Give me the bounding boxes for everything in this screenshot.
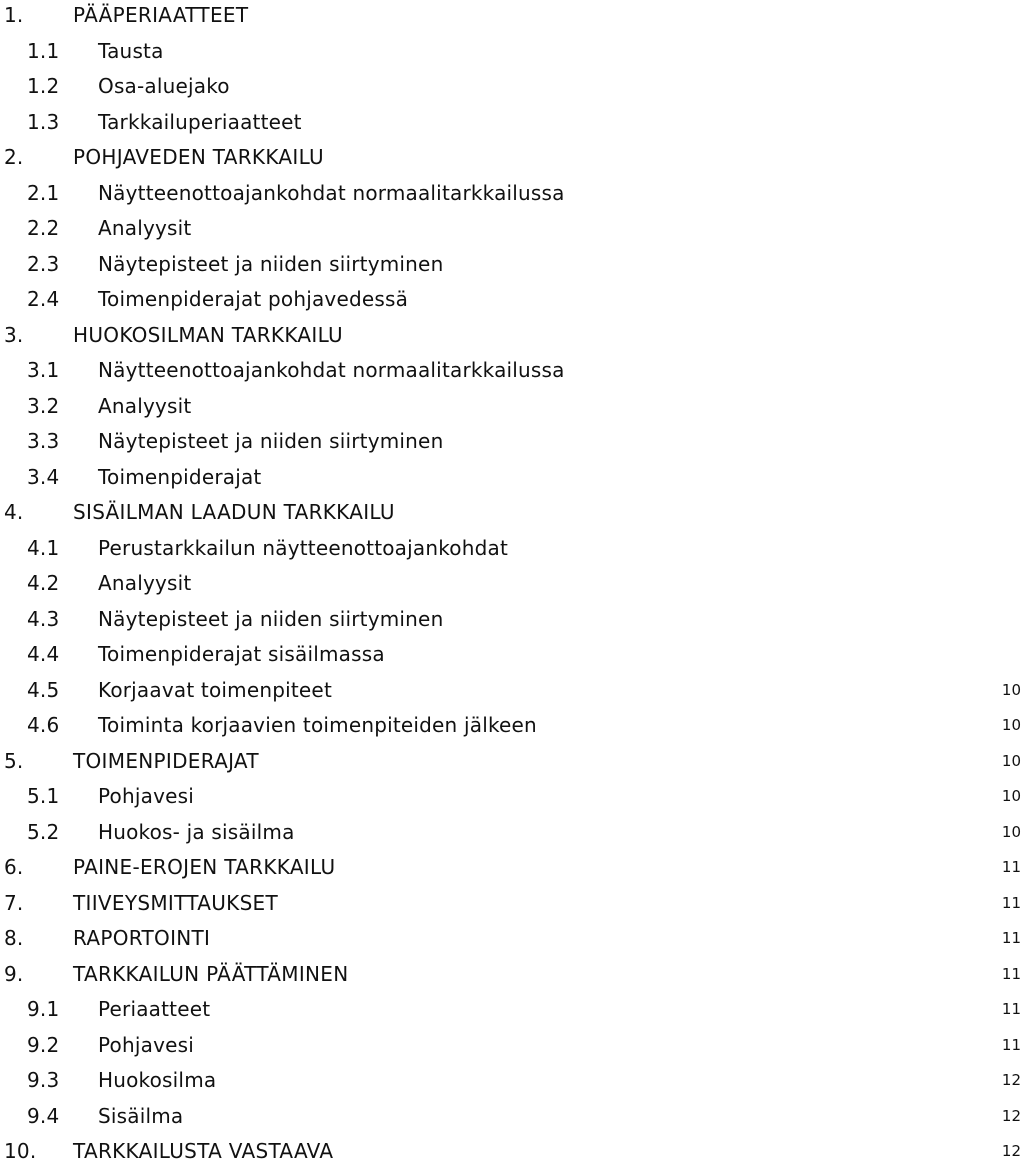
toc-subsection-entry — [0, 673, 1024, 709]
toc-entry-page-number: 12 — [1001, 1071, 1021, 1089]
toc-subsection-entry — [0, 424, 1024, 460]
toc-subsection-entry — [0, 815, 1024, 851]
toc-section-entry — [0, 0, 1024, 34]
toc-entry-title: Periaatteet — [98, 997, 211, 1021]
toc-entry-title: Tausta — [98, 38, 164, 63]
toc-entry-title: Näytteenottoajankohdat normaalitarkkailussa — [98, 180, 565, 205]
toc-subsection-entry — [0, 176, 1024, 212]
toc-entry-page-number: 11 — [1001, 1035, 1021, 1054]
toc-entry-number: 4.2 — [27, 571, 60, 595]
toc-section-entry — [0, 957, 1024, 993]
toc-subsection-entry — [0, 353, 1024, 389]
toc-section-entry — [0, 1134, 1024, 1170]
toc-entry-title: PÄÄPERIAATTEET — [73, 3, 249, 27]
toc-entry-title: Näytepisteet ja niiden siirtyminen — [98, 429, 444, 453]
toc-entry-number: 10. — [4, 1139, 37, 1163]
toc-subsection-entry — [0, 779, 1024, 815]
toc-entry-title: TOIMENPIDERAJAT — [73, 748, 259, 773]
toc-entry-number: 4. — [4, 500, 24, 524]
toc-subsection-entry — [0, 531, 1024, 567]
toc-entry-page-number: 12 — [1001, 1142, 1021, 1160]
toc-subsection-entry — [0, 282, 1024, 318]
toc-entry-number: 9.1 — [27, 997, 60, 1021]
toc-subsection-entry — [0, 389, 1024, 425]
toc-section-entry — [0, 140, 1024, 176]
toc-entry-title: Näytepisteet ja niiden siirtyminen — [98, 251, 444, 276]
toc-entry-number: 4.3 — [27, 606, 60, 631]
toc-subsection-entry — [0, 69, 1024, 105]
toc-entry-title: Pohjavesi — [98, 1032, 194, 1057]
toc-entry-number: 2.2 — [27, 216, 60, 240]
toc-entry-number: 2.1 — [27, 180, 60, 205]
toc-subsection-entry — [0, 34, 1024, 70]
toc-subsection-entry — [0, 1063, 1024, 1099]
toc-entry-title: Huokos- ja sisäilma — [98, 819, 295, 844]
toc-entry-number: 1. — [4, 3, 24, 27]
toc-subsection-entry — [0, 992, 1024, 1028]
toc-entry-number: 3.4 — [27, 464, 60, 489]
toc-entry-title: Osa-aluejako — [98, 74, 230, 98]
toc-entry-title: RAPORTOINTI — [73, 926, 211, 950]
toc-section-entry — [0, 744, 1024, 780]
toc-entry-number: 4.5 — [27, 677, 60, 702]
toc-entry-number: 3.1 — [27, 358, 60, 382]
toc-entry-number: 9.3 — [27, 1068, 60, 1092]
toc-entry-number: 8. — [4, 926, 24, 950]
toc-entry-number: 3.2 — [27, 393, 60, 418]
toc-entry-page-number: 11 — [1001, 858, 1021, 876]
toc-subsection-entry — [0, 566, 1024, 602]
toc-subsection-entry — [0, 1028, 1024, 1064]
toc-entry-title: Analyysit — [98, 571, 192, 595]
toc-section-entry — [0, 886, 1024, 922]
toc-entry-number: 2. — [4, 145, 24, 169]
toc-entry-number: 9. — [4, 961, 24, 986]
toc-entry-number: 3. — [4, 322, 24, 347]
toc-entry-number: 6. — [4, 855, 24, 879]
toc-entry-page-number: 10 — [1001, 787, 1021, 805]
toc-entry-number: 4.4 — [27, 642, 60, 666]
toc-entry-number: 3.3 — [27, 429, 60, 453]
toc-entry-page-number: 10 — [1001, 822, 1021, 841]
toc-entry-title: Sisäilma — [98, 1103, 184, 1128]
toc-subsection-entry — [0, 637, 1024, 673]
toc-entry-title: Näytepisteet ja niiden siirtyminen — [98, 606, 444, 631]
toc-entry-page-number: 10 — [1001, 680, 1021, 699]
toc-entry-page-number: 10 — [1001, 751, 1021, 770]
toc-entry-number: 2.3 — [27, 251, 60, 276]
toc-entry-page-number: 12 — [1001, 1106, 1021, 1125]
toc-entry-title: Toimenpiderajat pohjavedessä — [98, 287, 409, 311]
toc-entry-page-number: 11 — [1001, 964, 1021, 983]
toc-entry-number: 2.4 — [27, 287, 60, 311]
toc-entry-page-number: 11 — [1001, 1000, 1021, 1018]
toc-subsection-entry — [0, 211, 1024, 247]
toc-subsection-entry — [0, 708, 1024, 744]
toc-entry-title: Pohjavesi — [98, 784, 194, 808]
toc-entry-number: 4.1 — [27, 535, 60, 560]
toc-entry-page-number: 11 — [1001, 929, 1021, 947]
toc-entry-title: POHJAVEDEN TARKKAILU — [73, 145, 324, 169]
toc-entry-title: Huokosilma — [98, 1068, 217, 1092]
toc-entry-number: 1.1 — [27, 38, 60, 63]
toc-entry-title: Toimenpiderajat — [98, 464, 262, 489]
toc-entry-title: PAINE-EROJEN TARKKAILU — [73, 855, 336, 879]
toc-entry-title: Toiminta korjaavien toimenpiteiden jälkeen — [98, 713, 537, 737]
toc-entry-title: TARKKAILUN PÄÄTTÄMINEN — [73, 961, 349, 986]
toc-subsection-entry — [0, 105, 1024, 141]
toc-entry-title: Perustarkkailun näytteenottoajankohdat — [98, 535, 508, 560]
toc-entry-title: HUOKOSILMAN TARKKAILU — [73, 322, 343, 347]
toc-entry-number: 5.2 — [27, 819, 60, 844]
toc-entry-number: 1.3 — [27, 109, 60, 134]
toc-entry-title: Analyysit — [98, 216, 192, 240]
toc-entry-number: 9.4 — [27, 1103, 60, 1128]
toc-entry-page-number: 11 — [1001, 893, 1021, 912]
toc-entry-title: SISÄILMAN LAADUN TARKKAILU — [73, 500, 395, 524]
toc-entry-title: Tarkkailuperiaatteet — [98, 109, 302, 134]
toc-entry-number: 4.6 — [27, 713, 60, 737]
toc-section-entry — [0, 495, 1024, 531]
toc-entry-title: Toimenpiderajat sisäilmassa — [98, 642, 385, 666]
toc-entry-page-number: 10 — [1001, 716, 1021, 734]
toc-section-entry — [0, 850, 1024, 886]
toc-subsection-entry — [0, 1099, 1024, 1135]
toc-entry-title: TARKKAILUSTA VASTAAVA — [73, 1139, 334, 1163]
toc-subsection-entry — [0, 602, 1024, 638]
toc-subsection-entry — [0, 460, 1024, 496]
toc-entry-number: 9.2 — [27, 1032, 60, 1057]
toc-entry-number: 5.1 — [27, 784, 60, 808]
toc-entry-title: Korjaavat toimenpiteet — [98, 677, 332, 702]
toc-entry-number: 7. — [4, 890, 24, 915]
toc-entry-title: Näytteenottoajankohdat normaalitarkkailussa — [98, 358, 565, 382]
toc-subsection-entry — [0, 247, 1024, 283]
toc-entry-title: TIIVEYSMITTAUKSET — [73, 890, 279, 915]
toc-section-entry — [0, 318, 1024, 354]
toc-section-entry — [0, 921, 1024, 957]
toc-entry-title: Analyysit — [98, 393, 192, 418]
toc-entry-number: 5. — [4, 748, 24, 773]
toc-entry-number: 1.2 — [27, 74, 60, 98]
